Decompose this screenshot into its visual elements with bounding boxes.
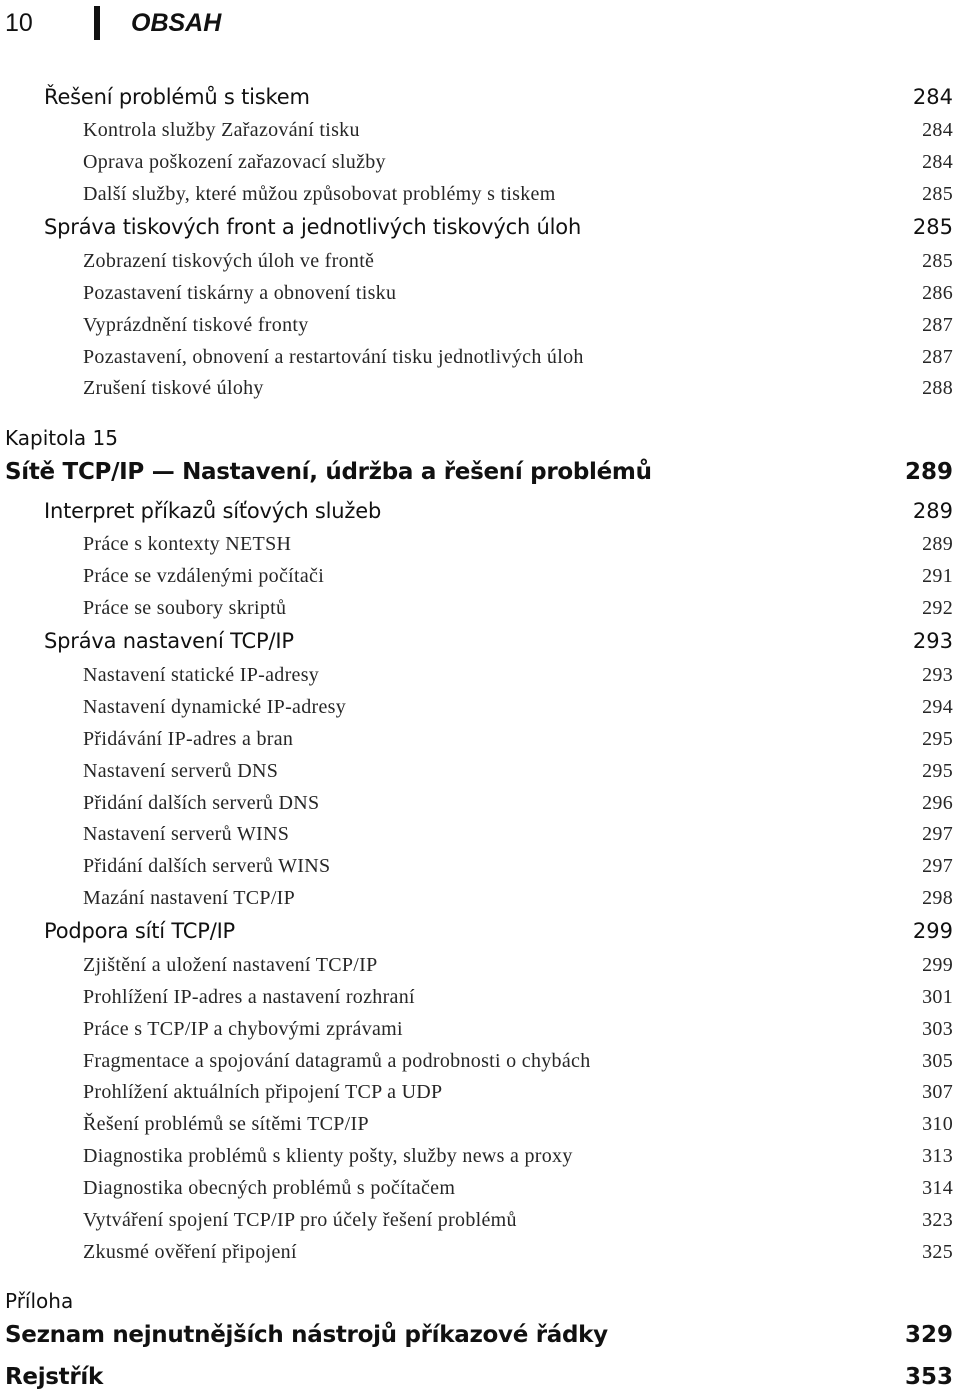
page-header — [0, 0, 960, 60]
toc-section-title: Správa nastavení TCP/IP — [44, 629, 294, 653]
toc-entry[interactable] — [0, 950, 960, 980]
toc-section-page: 299 — [912, 919, 953, 943]
toc-entry-page: 289 — [922, 533, 953, 555]
toc-entry-page: 295 — [922, 728, 953, 750]
toc-entry[interactable] — [0, 1205, 960, 1235]
toc-section-title: Interpret příkazů síťových služeb — [44, 499, 382, 523]
toc-entry[interactable] — [0, 561, 960, 591]
toc-entry-page: 287 — [922, 346, 953, 368]
toc-entry[interactable] — [0, 342, 960, 372]
toc-entry-page: 286 — [922, 282, 953, 304]
toc-entry[interactable] — [0, 819, 960, 849]
toc-section-title: Podpora sítí TCP/IP — [44, 919, 236, 943]
chapter-label — [0, 423, 960, 453]
toc-entry[interactable] — [0, 529, 960, 559]
toc-entry-page: 293 — [922, 664, 953, 686]
toc-entry[interactable] — [0, 1173, 960, 1203]
appendix-title-text: Seznam nejnutnějších nástrojů příkazové řádky — [5, 1322, 608, 1348]
toc-section[interactable] — [0, 82, 960, 112]
toc-entry-page: 298 — [922, 887, 953, 909]
toc-entry-page: 287 — [922, 314, 953, 336]
toc-entry[interactable] — [0, 851, 960, 881]
index-page: 353 — [904, 1364, 953, 1390]
toc-entry-title: Zjištění a uložení nastavení TCP/IP — [83, 954, 378, 976]
toc-entry[interactable] — [0, 1077, 960, 1107]
toc-section[interactable] — [0, 626, 960, 656]
toc-entry-title: Řešení problémů se sítěmi TCP/IP — [83, 1113, 369, 1135]
toc-entry-title: Zkusmé ověření připojení — [83, 1241, 297, 1263]
page-number: 10 — [5, 9, 33, 37]
toc-entry-page: 297 — [922, 823, 953, 845]
toc-entry-title: Další služby, které můžou způsobovat problémy s tiskem — [83, 183, 556, 205]
toc-entry[interactable] — [0, 179, 960, 209]
toc-entry-page: 284 — [922, 119, 953, 141]
toc-entry-page: 285 — [922, 250, 953, 272]
toc-entry-page: 299 — [922, 954, 953, 976]
toc-entry-page: 325 — [922, 1241, 953, 1263]
toc-entry-page: 291 — [922, 565, 953, 587]
chapter-page: 289 — [904, 459, 953, 485]
toc-entry[interactable] — [0, 1237, 960, 1267]
toc-entry-title: Práce s TCP/IP a chybovými zprávami — [83, 1018, 403, 1040]
toc-entry-title: Vytváření spojení TCP/IP pro účely řešení problémů — [83, 1209, 517, 1231]
toc-entry-page: 303 — [922, 1018, 953, 1040]
toc-section-page: 293 — [912, 629, 953, 653]
toc-entry-page: 296 — [922, 792, 953, 814]
toc-entry-title: Prohlížení IP-adres a nastavení rozhraní — [83, 986, 415, 1008]
toc-entry[interactable] — [0, 115, 960, 145]
toc-entry[interactable] — [0, 692, 960, 722]
toc-entry-title: Práce se vzdálenými počítači — [83, 565, 325, 587]
toc-entry-title: Nastavení statické IP-adresy — [83, 664, 320, 686]
toc-section-page: 284 — [912, 85, 953, 109]
toc-entry-title: Diagnostika obecných problémů s počítačem — [83, 1177, 456, 1199]
header-divider — [94, 6, 100, 40]
toc-entry-title: Prohlížení aktuálních připojení TCP a UDP — [83, 1081, 443, 1103]
toc-entry[interactable] — [0, 982, 960, 1012]
toc-entry-page: 305 — [922, 1050, 953, 1072]
toc-entry-page: 314 — [922, 1177, 953, 1199]
toc-entry-page: 307 — [922, 1081, 953, 1103]
toc-entry[interactable] — [0, 278, 960, 308]
running-title: OBSAH — [131, 9, 222, 37]
toc-entry[interactable] — [0, 1141, 960, 1171]
toc-entry[interactable] — [0, 310, 960, 340]
toc-entry-page: 310 — [922, 1113, 953, 1135]
toc-entry-title: Diagnostika problémů s klienty pošty, služby news a proxy — [83, 1145, 573, 1167]
toc-entry[interactable] — [0, 883, 960, 913]
toc-entry-title: Pozastavení tiskárny a obnovení tisku — [83, 282, 397, 304]
chapter-label-text: Kapitola 15 — [5, 426, 118, 450]
toc-entry-title: Přidání dalších serverů WINS — [83, 855, 331, 877]
toc-entry-title: Mazání nastavení TCP/IP — [83, 887, 296, 909]
toc-entry-title: Nastavení serverů DNS — [83, 760, 279, 782]
toc-entry[interactable] — [0, 1109, 960, 1139]
appendix-title[interactable] — [0, 1318, 960, 1352]
toc-entry-page: 284 — [922, 151, 953, 173]
toc-entry-page: 292 — [922, 597, 953, 619]
toc-entry-page: 285 — [922, 183, 953, 205]
toc-entry-title: Fragmentace a spojování datagramů a podrobnosti o chybách — [83, 1050, 591, 1072]
toc-entry[interactable] — [0, 593, 960, 623]
appendix-label-text: Příloha — [5, 1289, 74, 1313]
toc-entry[interactable] — [0, 1046, 960, 1076]
toc-entry-page: 294 — [922, 696, 953, 718]
appendix-label — [0, 1286, 960, 1316]
toc-section[interactable] — [0, 496, 960, 526]
toc-entry-title: Oprava poškození zařazovací služby — [83, 151, 386, 173]
toc-entry[interactable] — [0, 756, 960, 786]
appendix-page: 329 — [904, 1322, 953, 1348]
toc-entry-page: 297 — [922, 855, 953, 877]
chapter-title[interactable] — [0, 455, 960, 489]
toc-entry[interactable] — [0, 788, 960, 818]
toc-entry-title: Zobrazení tiskových úloh ve frontě — [83, 250, 375, 272]
toc-entry[interactable] — [0, 1014, 960, 1044]
toc-entry[interactable] — [0, 147, 960, 177]
toc-section-title: Řešení problémů s tiskem — [44, 85, 310, 109]
toc-entry-page: 323 — [922, 1209, 953, 1231]
toc-entry-title: Nastavení dynamické IP-adresy — [83, 696, 347, 718]
index-title-text: Rejstřík — [5, 1364, 104, 1390]
toc-section[interactable] — [0, 916, 960, 946]
toc-entry[interactable] — [0, 373, 960, 403]
toc-entry-title: Kontrola služby Zařazování tisku — [83, 119, 360, 141]
toc-entry-title: Práce s kontexty NETSH — [83, 533, 292, 555]
chapter-title-text: Sítě TCP/IP — Nastavení, údržba a řešení problémů — [5, 459, 652, 485]
toc-section-page: 285 — [912, 215, 953, 239]
index-title[interactable] — [0, 1360, 960, 1394]
toc-entry-title: Zrušení tiskové úlohy — [83, 377, 264, 399]
toc-entry[interactable] — [0, 660, 960, 690]
toc-section-page: 289 — [912, 499, 953, 523]
toc-section-title: Správa tiskových front a jednotlivých tiskových úloh — [44, 215, 582, 239]
toc-entry[interactable] — [0, 246, 960, 276]
toc-entry-title: Práce se soubory skriptů — [83, 597, 287, 619]
toc-entry-page: 301 — [922, 986, 953, 1008]
toc-entry-page: 313 — [922, 1145, 953, 1167]
toc-entry-title: Nastavení serverů WINS — [83, 823, 290, 845]
toc-entry-title: Vyprázdnění tiskové fronty — [83, 314, 309, 336]
toc-entry-title: Přidávání IP-adres a bran — [83, 728, 294, 750]
toc-entry-page: 288 — [922, 377, 953, 399]
toc-entry-title: Pozastavení, obnovení a restartování tisku jednotlivých úloh — [83, 346, 584, 368]
toc-section[interactable] — [0, 212, 960, 242]
toc-entry-page: 295 — [922, 760, 953, 782]
toc-entry-title: Přidání dalších serverů DNS — [83, 792, 320, 814]
toc-entry[interactable] — [0, 724, 960, 754]
